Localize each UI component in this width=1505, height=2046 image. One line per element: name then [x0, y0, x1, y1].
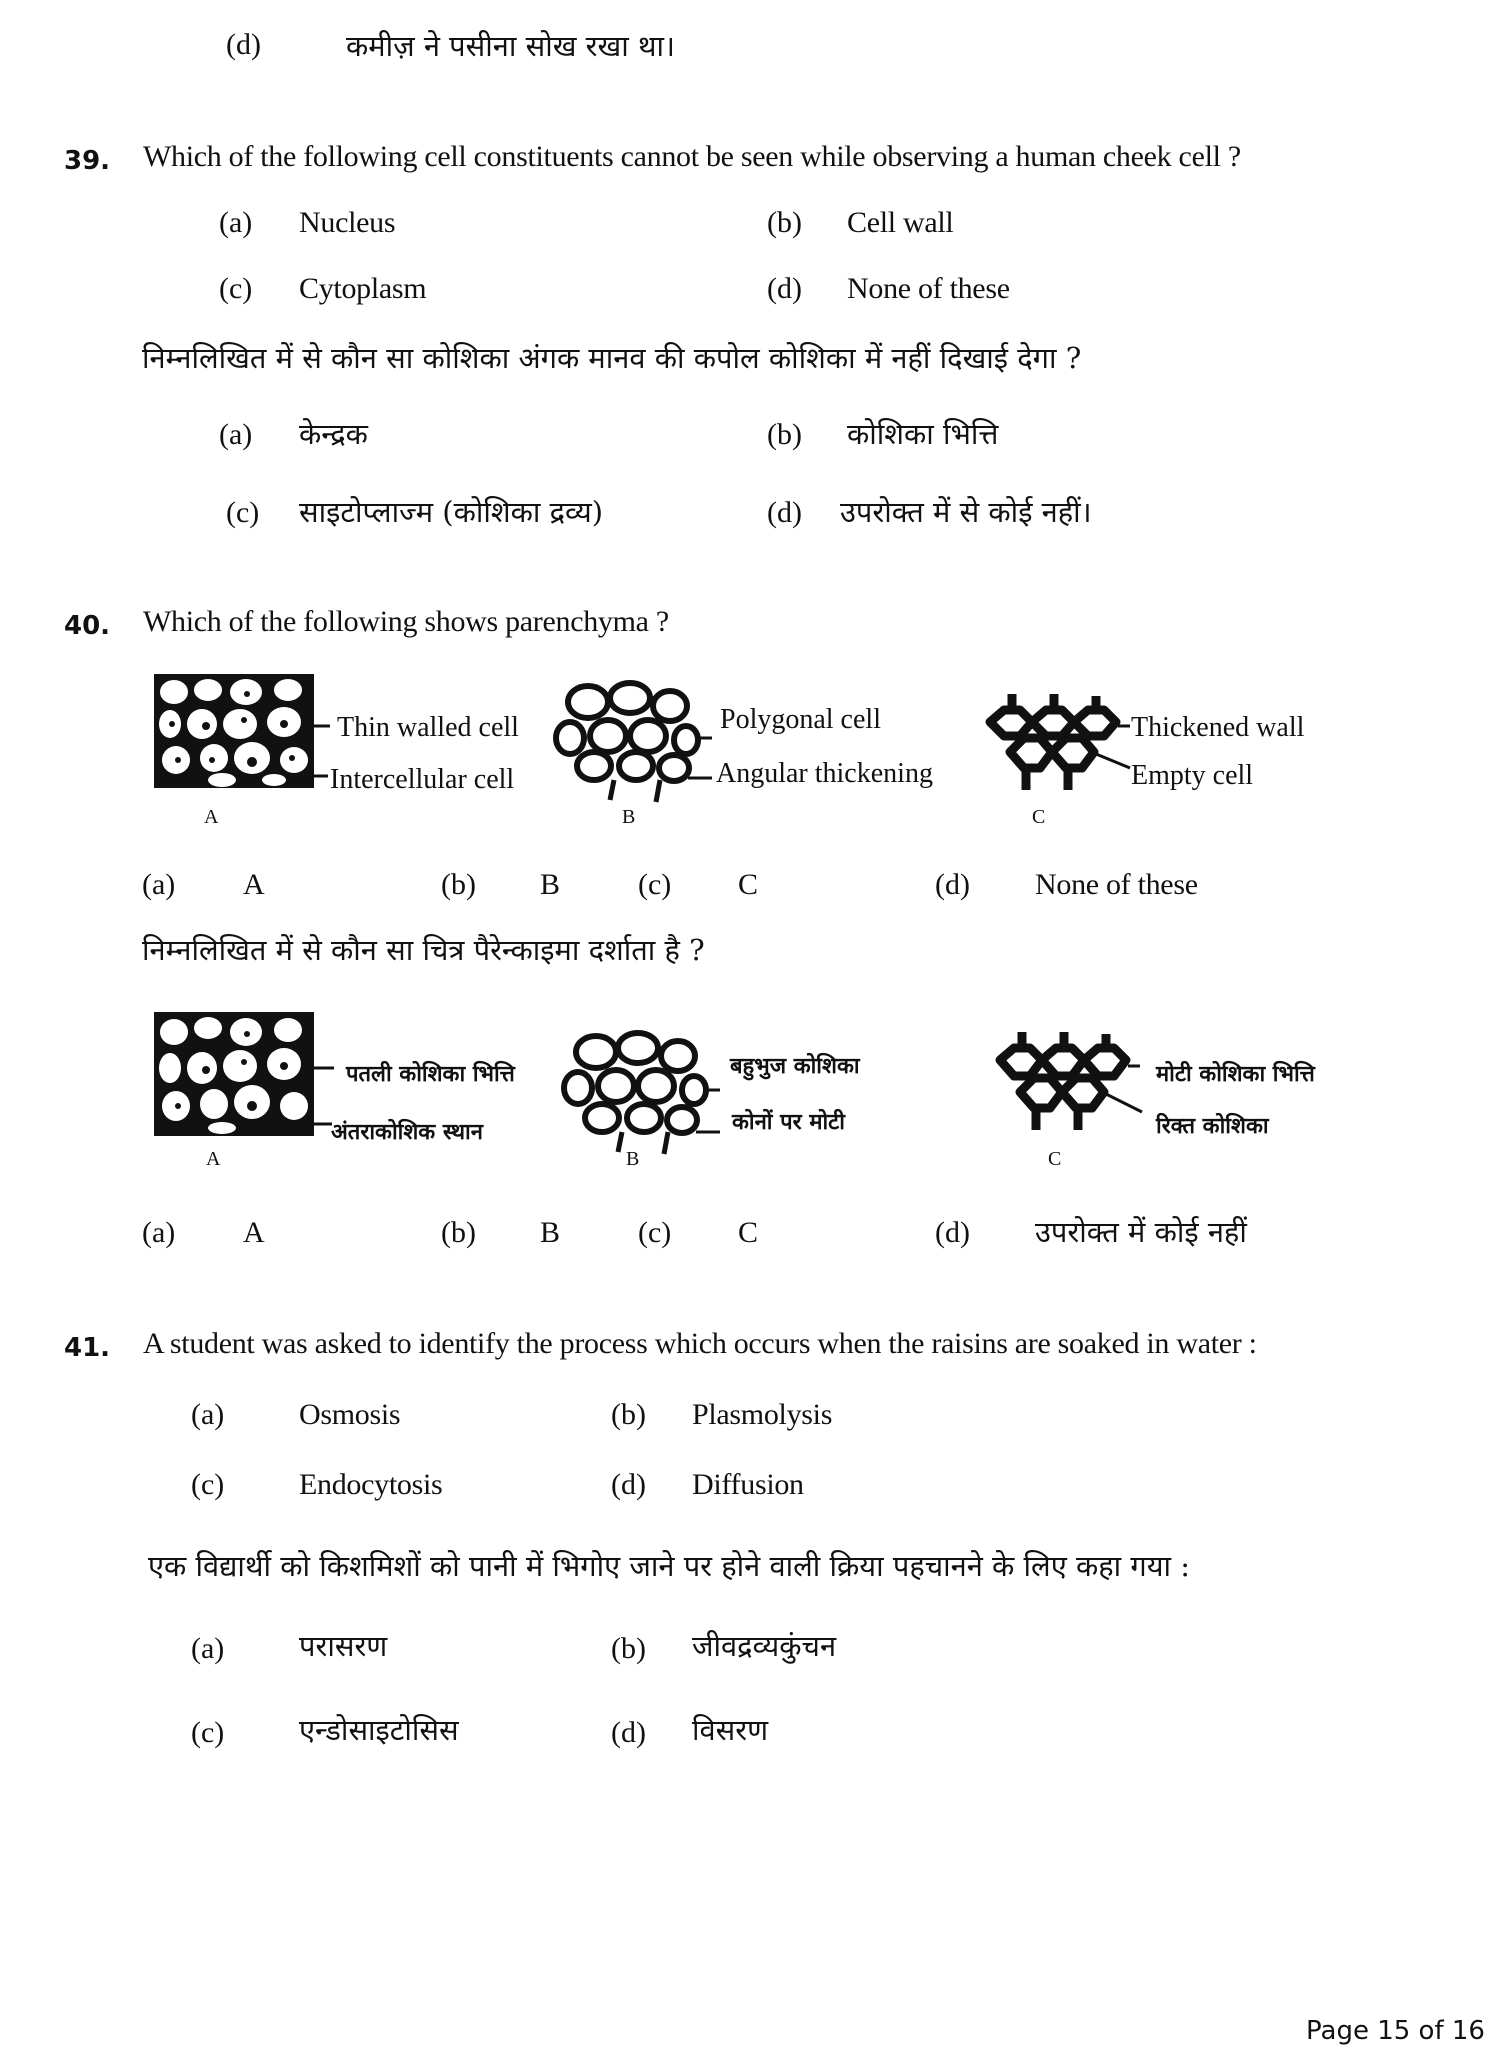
- figure-c-label-2: Empty cell: [1131, 760, 1254, 791]
- question-number: 40.: [64, 611, 111, 641]
- option-label: (b): [767, 418, 802, 451]
- figure-b-letter: B: [622, 806, 636, 828]
- option-label: (a): [191, 1632, 225, 1665]
- option-label: (a): [219, 418, 253, 451]
- question-text-en: Which of the following cell constituents cannot be seen while observing a human cheek cell ?: [143, 140, 1241, 173]
- figure-a-cells-diagram-hi: [152, 1010, 324, 1140]
- option-text: केन्द्रक: [299, 417, 368, 451]
- figure-c-cells-diagram: [980, 694, 1130, 799]
- figure-c-label-1: मोटी कोशिका भित्ति: [1156, 1061, 1315, 1087]
- option-label: (a): [142, 1216, 176, 1249]
- option-label: (a): [191, 1398, 225, 1431]
- option-text: Plasmolysis: [692, 1398, 833, 1431]
- figure-b-label-2: Angular thickening: [716, 758, 933, 789]
- question-text-en: Which of the following shows parenchyma ?: [143, 605, 669, 638]
- option-label: (a): [142, 868, 176, 901]
- option-label: (b): [611, 1632, 646, 1665]
- figure-b-cells-diagram-hi: [560, 1030, 720, 1145]
- option-text: A: [243, 868, 265, 901]
- option-label: (d): [767, 272, 802, 305]
- option-text: Cytoplasm: [299, 272, 427, 305]
- figure-c-label-2: रिक्त कोशिका: [1156, 1113, 1269, 1139]
- figure-c-letter: C: [1048, 1148, 1062, 1170]
- option-text: कमीज़ ने पसीना सोख रखा था।: [346, 29, 675, 63]
- option-label: (b): [767, 206, 802, 239]
- option-text: साइटोप्लाज्म (कोशिका द्रव्य): [299, 495, 604, 529]
- figure-a-cells-diagram: [152, 672, 324, 792]
- option-text: उपरोक्त में से कोई नहीं।: [840, 495, 1092, 529]
- figure-b-label-1: Polygonal cell: [720, 704, 881, 735]
- option-text: A: [243, 1216, 265, 1249]
- option-label: (c): [191, 1468, 225, 1501]
- question-text-hi: निम्नलिखित में से कौन सा कोशिका अंगक मानव की कपोल कोशिका में नहीं दिखाई देगा ?: [142, 341, 1082, 375]
- option-text: जीवद्रव्यकुंचन: [692, 1629, 837, 1663]
- option-text: Endocytosis: [299, 1468, 443, 1501]
- option-label: (d): [767, 496, 802, 529]
- option-text: Nucleus: [299, 206, 396, 239]
- figure-b-label-1: बहुभुज कोशिका: [730, 1053, 860, 1079]
- figure-b-cells-diagram: [552, 680, 712, 790]
- option-label: (c): [638, 868, 672, 901]
- option-text: Cell wall: [847, 206, 954, 239]
- option-label: (d): [226, 28, 261, 61]
- figure-a-label-2: अंतराकोशिक स्थान: [331, 1119, 483, 1145]
- option-label: (d): [611, 1716, 646, 1749]
- option-label: (d): [935, 868, 970, 901]
- question-text-en: A student was asked to identify the process which occurs when the raisins are soaked in water :: [143, 1327, 1257, 1360]
- figure-a-letter: A: [204, 806, 219, 828]
- option-text: परासरण: [299, 1629, 388, 1663]
- figure-a-label-2: Intercellular cell: [330, 764, 515, 795]
- option-text: C: [738, 868, 758, 901]
- option-text: None of these: [1035, 868, 1198, 901]
- question-number: 39.: [64, 146, 111, 176]
- page-number: Page 15 of 16: [1306, 2016, 1485, 2046]
- option-label: (b): [611, 1398, 646, 1431]
- question-text-hi: निम्नलिखित में से कौन सा चित्र पैरेन्काइमा दर्शाता है ?: [142, 933, 705, 967]
- option-text: एन्डोसाइटोसिस: [299, 1713, 459, 1747]
- option-text: B: [540, 1216, 560, 1249]
- option-label: (b): [441, 868, 476, 901]
- option-text: C: [738, 1216, 758, 1249]
- option-text: B: [540, 868, 560, 901]
- option-label: (a): [219, 206, 253, 239]
- option-label: (c): [191, 1716, 225, 1749]
- figure-a-letter: A: [206, 1148, 221, 1170]
- figure-c-label-1: Thickened wall: [1131, 712, 1305, 743]
- figure-b-letter: B: [626, 1148, 640, 1170]
- option-text: उपरोक्त में कोई नहीं: [1035, 1215, 1247, 1249]
- option-label: (d): [935, 1216, 970, 1249]
- figure-c-letter: C: [1032, 806, 1046, 828]
- figure-a-label-1: पतली कोशिका भित्ति: [346, 1061, 515, 1087]
- option-label: (c): [226, 496, 260, 529]
- figure-c-cells-diagram-hi: [990, 1030, 1140, 1140]
- question-number: 41.: [64, 1333, 111, 1363]
- option-text: कोशिका भित्ति: [847, 417, 999, 451]
- option-label: (c): [219, 272, 253, 305]
- option-text: Osmosis: [299, 1398, 401, 1431]
- option-label: (b): [441, 1216, 476, 1249]
- option-text: None of these: [847, 272, 1010, 305]
- option-text: Diffusion: [692, 1468, 804, 1501]
- figure-b-label-2: कोनों पर मोटी: [732, 1109, 845, 1135]
- option-label: (d): [611, 1468, 646, 1501]
- question-text-hi: एक विद्यार्थी को किशमिशों को पानी में भिगोए जाने पर होने वाली क्रिया पहचानने के लिए कहा गया :: [148, 1549, 1191, 1583]
- option-label: (c): [638, 1216, 672, 1249]
- option-text: विसरण: [692, 1713, 769, 1747]
- figure-a-label-1: Thin walled cell: [337, 712, 519, 743]
